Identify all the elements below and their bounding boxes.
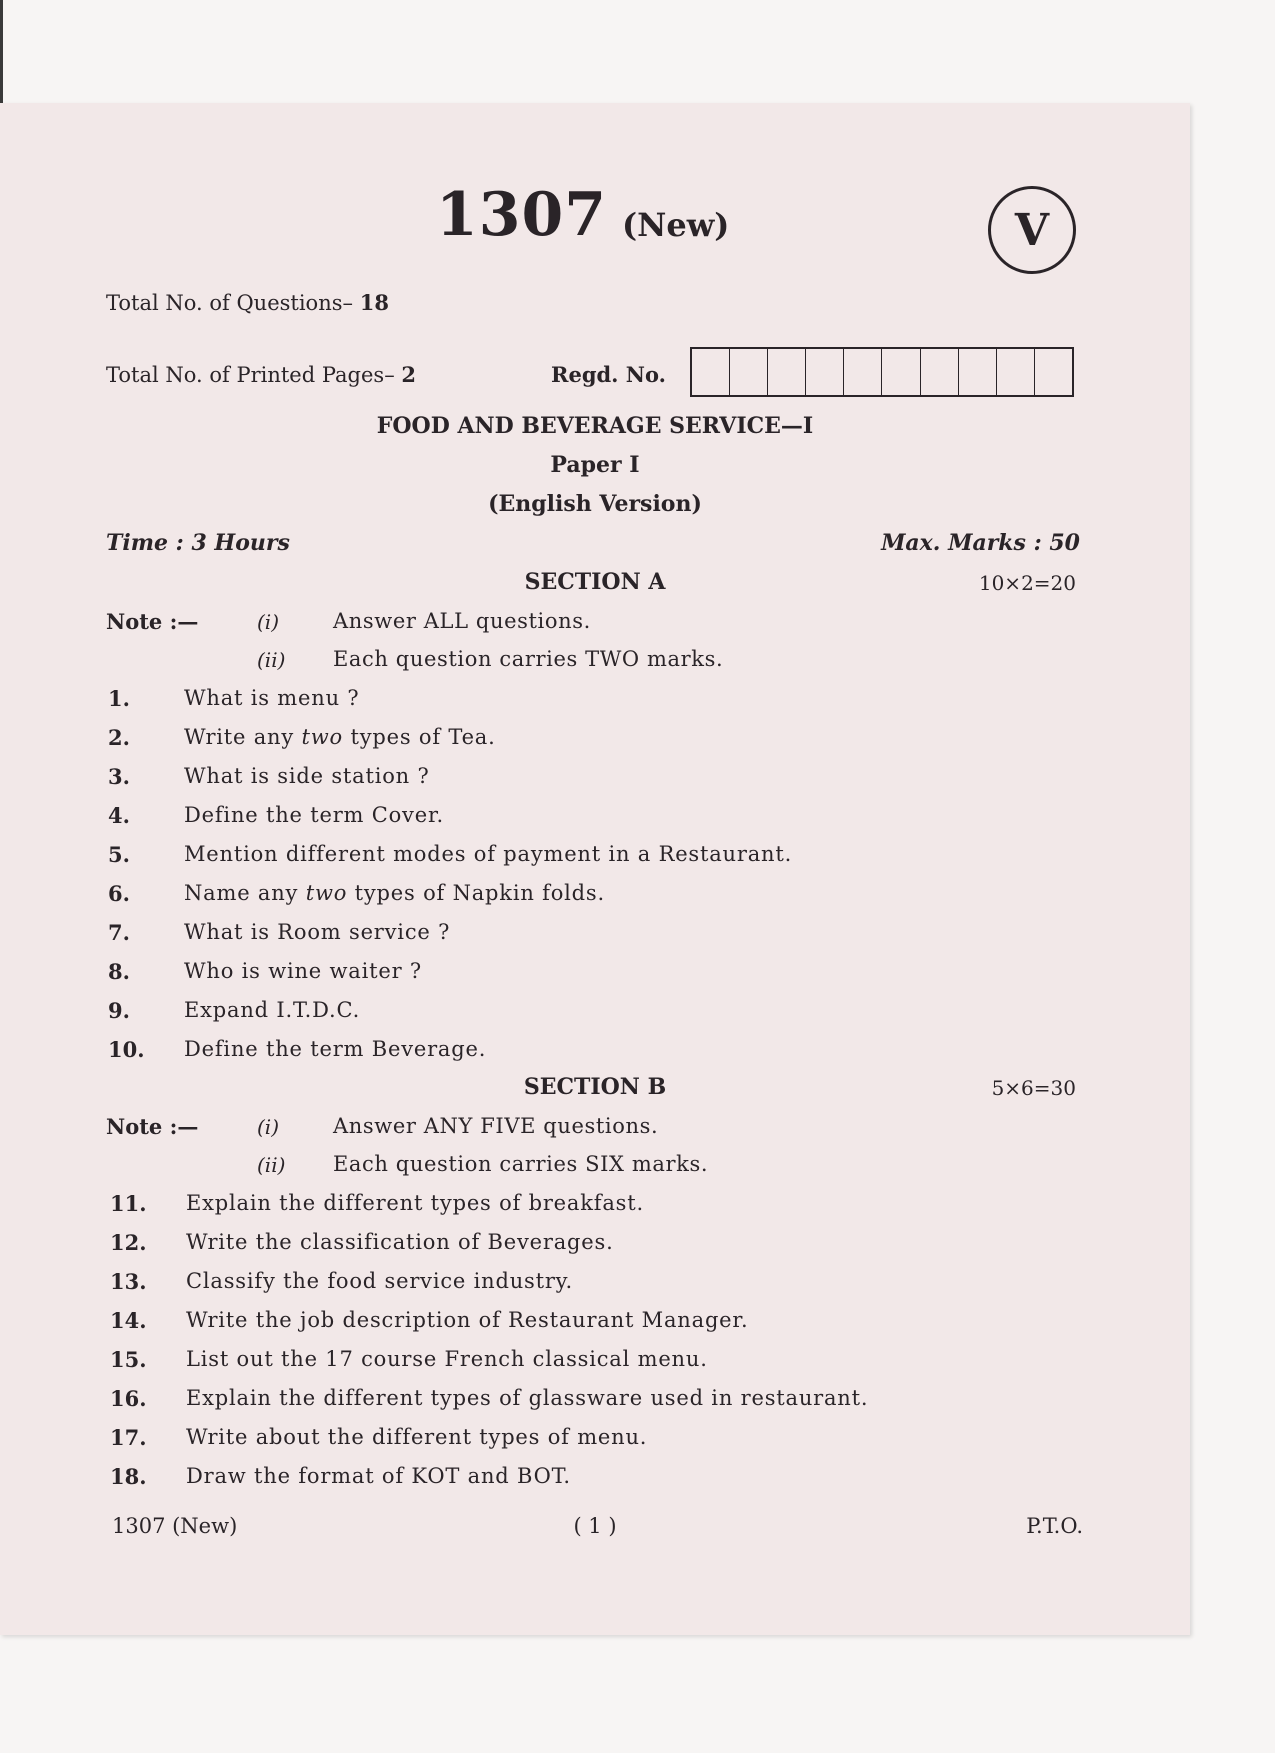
paper-title: Paper I	[550, 452, 640, 478]
question-text: Draw the format of KOT and BOT.	[186, 1464, 571, 1488]
question-number: 10.	[108, 1037, 145, 1062]
regd-box[interactable]	[844, 349, 882, 395]
paper-variant: (New)	[622, 206, 730, 244]
subject-title: FOOD AND BEVERAGE SERVICE—I	[376, 413, 814, 439]
question-number: 12.	[110, 1230, 147, 1255]
set-code-badge	[988, 186, 1076, 274]
section-a-heading: SECTION A	[524, 569, 666, 595]
question-number: 7.	[108, 920, 130, 945]
question-text: What is menu ?	[184, 686, 360, 710]
note-numeral: (ii)	[257, 1153, 286, 1177]
question-text: Expand I.T.D.C.	[184, 998, 361, 1022]
set-code-letter: V	[1014, 204, 1050, 256]
regd-box[interactable]	[806, 349, 844, 395]
question-number: 13.	[110, 1269, 147, 1294]
question-text: Who is wine waiter ?	[184, 959, 422, 983]
footer-pto: P.T.O.	[1026, 1514, 1083, 1538]
regd-box[interactable]	[692, 349, 730, 395]
question-number: 9.	[108, 998, 130, 1023]
note-numeral: (ii)	[257, 648, 286, 672]
total-pages-value: 2	[401, 362, 417, 387]
regd-label: Regd. No.	[551, 362, 666, 387]
section-b-heading: SECTION B	[523, 1074, 667, 1100]
question-text: Explain the different types of breakfast.	[186, 1191, 644, 1215]
section-b-note-label: Note :—	[106, 1114, 199, 1139]
question-text: Name any two types of Napkin folds.	[184, 881, 605, 905]
question-text: Explain the different types of glassware used in restaurant.	[186, 1386, 869, 1410]
footer-paper-code: 1307 (New)	[112, 1514, 238, 1538]
regd-box[interactable]	[768, 349, 806, 395]
footer-page-number: ( 1 )	[573, 1514, 617, 1538]
total-questions-label: Total No. of Questions–	[106, 291, 354, 315]
question-number: 8.	[108, 959, 130, 984]
note-text: Answer ALL questions.	[333, 609, 591, 633]
question-text: What is side station ?	[184, 764, 430, 788]
question-number: 14.	[110, 1308, 147, 1333]
note-numeral: (i)	[257, 1115, 280, 1139]
exam-time: Time : 3 Hours	[106, 530, 290, 556]
note-numeral: (i)	[257, 610, 280, 634]
question-number: 5.	[108, 842, 130, 867]
question-number: 11.	[110, 1191, 147, 1216]
question-text: Write the classification of Beverages.	[186, 1230, 614, 1254]
question-number: 4.	[108, 803, 130, 828]
total-pages	[106, 362, 416, 387]
total-questions	[106, 290, 389, 315]
question-text: Mention different modes of payment in a Restaurant.	[184, 842, 793, 866]
regd-box[interactable]	[730, 349, 768, 395]
version-title: (English Version)	[488, 491, 702, 517]
regd-number-boxes[interactable]	[690, 347, 1074, 397]
scan-edge-line	[0, 0, 3, 105]
section-b-marks: 5×6=30	[991, 1076, 1076, 1100]
question-text: Classify the food service industry.	[186, 1269, 574, 1293]
question-number: 18.	[110, 1464, 147, 1489]
question-number: 3.	[108, 764, 130, 789]
regd-box[interactable]	[997, 349, 1035, 395]
note-text: Answer ANY FIVE questions.	[333, 1114, 659, 1138]
regd-box[interactable]	[1035, 349, 1072, 395]
question-text: Define the term Cover.	[184, 803, 444, 827]
question-text: What is Room service ?	[184, 920, 451, 944]
question-number: 6.	[108, 881, 130, 906]
section-a-note-label: Note :—	[106, 609, 199, 634]
note-text: Each question carries SIX marks.	[333, 1152, 709, 1176]
section-a-marks: 10×2=20	[978, 571, 1076, 595]
question-text: List out the 17 course French classical menu.	[186, 1347, 708, 1371]
paper-code: 1307	[436, 180, 607, 250]
question-number: 17.	[110, 1425, 147, 1450]
question-text: Write the job description of Restaurant Manager.	[186, 1308, 749, 1332]
total-pages-label: Total No. of Printed Pages–	[106, 363, 395, 387]
question-text: Define the term Beverage.	[184, 1037, 487, 1061]
regd-box[interactable]	[921, 349, 959, 395]
question-number: 15.	[110, 1347, 147, 1372]
regd-box[interactable]	[882, 349, 920, 395]
question-text: Write any two types of Tea.	[184, 725, 496, 749]
total-questions-value: 18	[359, 290, 389, 315]
question-number: 16.	[110, 1386, 147, 1411]
regd-box[interactable]	[959, 349, 997, 395]
question-text: Write about the different types of menu.	[186, 1425, 648, 1449]
note-text: Each question carries TWO marks.	[333, 647, 724, 671]
question-number: 1.	[108, 686, 130, 711]
question-number: 2.	[108, 725, 130, 750]
max-marks: Max. Marks : 50	[881, 530, 1080, 556]
